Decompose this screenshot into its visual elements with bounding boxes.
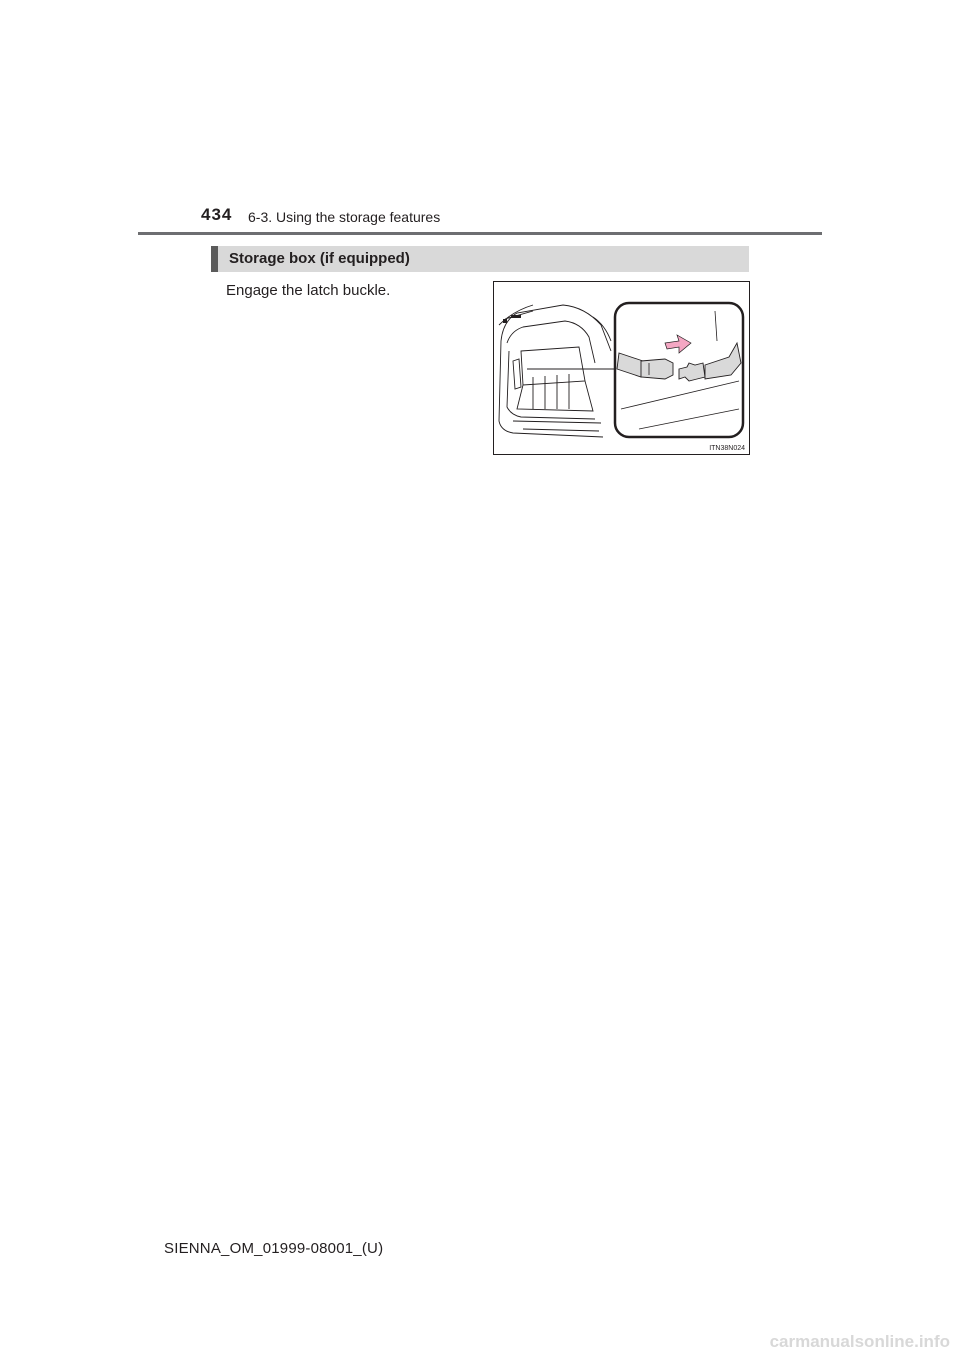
watermark: carmanualsonline.info (769, 1332, 950, 1351)
page-number: 434 (201, 205, 233, 224)
header-rule (138, 232, 822, 235)
section-title: 6-3. Using the storage features (248, 209, 441, 225)
section-heading: Storage box (if equipped) (229, 250, 410, 267)
document-id: SIENNA_OM_01999-08001_(U) (164, 1240, 384, 1257)
latch-buckle-illustration (493, 281, 750, 455)
section-heading-bar (211, 246, 749, 272)
figure-code: ITN38N024 (709, 445, 745, 452)
instruction-text: Engage the latch buckle. (226, 282, 391, 299)
illustration-svg (493, 281, 750, 455)
